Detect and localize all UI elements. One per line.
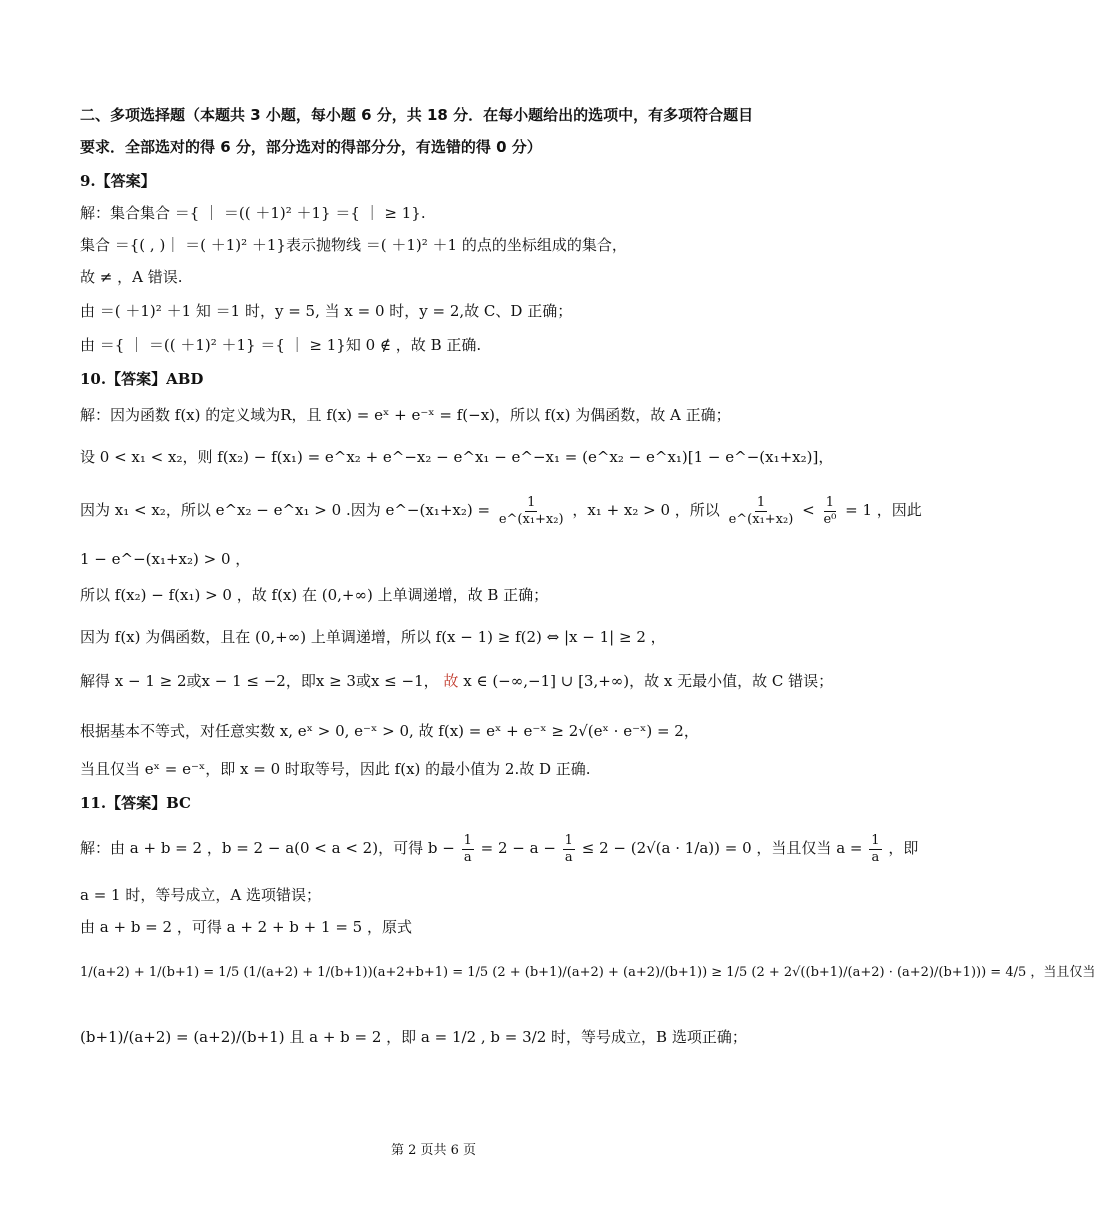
q9-line2: 集合 ＝{( , )｜ ＝( ＋1)² ＋1}表示抛物线 ＝( ＋1)² ＋1 的点的坐标组成的集合， [80,236,627,254]
q11-line5: (b+1)/(a+2) = (a+2)/(b+1) 且 a + b = 2 ，即 a = 1/2 , b = 3/2 时，等号成立，B 选项正确； [80,1028,747,1046]
q9-line5: 由 ＝{ ｜ ＝(( ＋1)² ＋1} ＝{ ｜ ≥ 1}知 0 ∉ ，故 B 正确. [80,336,482,354]
section-heading-line1: 二、多项选择题（本题共 3 小题，每小题 6 分，共 18 分．在每小题给出的选项中，有多项符合题目 [80,106,754,124]
q9-line1: 解：集合集合 ＝{ ｜ ＝(( ＋1)² ＋1} ＝{ ｜ ≥ 1}. [80,204,426,222]
fraction: $\frac{1}{\text{e\textasciicircum{}(x₁+x₂)}}$ [728,494,794,527]
q10-line7: 解得 x − 1 ≥ 2或x − 1 ≤ −2，即x ≥ 3或x ≤ −1， 故 x ∈ (−∞,−1] ∪ [3,+∞)，故 x 无最小值，故 C 错误； [80,672,834,690]
q10-line3: 因为 x₁ < x₂，所以 e^x₂ − e^x₁ > 0 .因为 e^−(x₁+x₂) = $\frac{1}{\text{e\textasciicircum{}(x₁+x₂)}}$ ，x₁ + x₂ > 0 ，所以 $\frac{1}{\text{e\textasciicircum{}(x₁+x₂)}}$ < $\frac{1}{\text{e⁰}}$ = 1 ，因此 [80,494,922,527]
page-footer: 第 2 页共 6 页 [390,1143,477,1158]
q10-answer-label: 10.【答案】ABD [80,370,204,388]
q11-line1: 解：由 a + b = 2 ，b = 2 − a(0 < a < 2)，可得 b − $\frac{1}{a}$ = 2 − a − $\frac{1}{a}$ ≤ 2 − (2√(a · 1/a)) = 0 ，当且仅当 a = $\frac{1}{a}$ ，即 [80,832,919,865]
fraction: $\frac{1}{a}$ [463,832,472,865]
q9-answer-label: 9.【答案】 [80,172,156,190]
q10-line9: 当且仅当 eˣ = e⁻ˣ，即 x = 0 时取等号，因此 f(x) 的最小值为 2.故 D 正确. [80,760,591,778]
section-heading-line2: 要求．全部选对的得 6 分，部分选对的得部分分，有选错的得 0 分） [80,138,542,156]
fraction: $\frac{1}{a}$ [564,832,573,865]
q10-line4: 1 − e^−(x₁+x₂) > 0 ， [80,550,251,568]
q9-line4: 由 ＝( ＋1)² ＋1 知 ＝1 时，y = 5, 当 x = 0 时，y = 2,故 C、D 正确； [80,302,573,320]
q11-line4: 1/(a+2) + 1/(b+1) = 1/5 (1/(a+2) + 1/(b+1))(a+2+b+1) = 1/5 (2 + (b+1)/(a+2) + (a+2)/(b+1)) ≥ 1/5 (2 + 2√((b+1)/(a+2) · (a+2)/(b+1))) = 4/5 ，当且仅当 [80,965,1095,980]
red-marker: 故 [443,672,459,690]
q9-line3: 故 ≠ ，A 错误. [80,268,183,286]
fraction: $\frac{1}{\text{e\textasciicircum{}(x₁+x₂)}}$ [498,494,564,527]
q10-line8: 根据基本不等式，对任意实数 x, eˣ > 0, e⁻ˣ > 0, 故 f(x) = eˣ + e⁻ˣ ≥ 2√(eˣ · e⁻ˣ) = 2， [80,722,699,740]
q10-line2: 设 0 < x₁ < x₂，则 f(x₂) − f(x₁) = e^x₂ + e^−x₂ − e^x₁ − e^−x₁ = (e^x₂ − e^x₁)[1 − e^−(x₁+x₂)]， [80,448,834,466]
q11-line3: 由 a + b = 2 ，可得 a + 2 + b + 1 = 5 ，原式 [80,918,412,936]
q11-line2: a = 1 时，等号成立，A 选项错误； [80,886,321,904]
q11-answer-label: 11.【答案】BC [80,794,191,812]
q10-line1: 解：因为函数 f(x) 的定义域为R，且 f(x) = eˣ + e⁻ˣ = f(−x)，所以 f(x) 为偶函数，故 A 正确； [80,406,731,424]
fraction: $\frac{1}{\text{e⁰}}$ [823,494,837,527]
q10-line6: 因为 f(x) 为偶函数，且在 (0,+∞) 上单调递增，所以 f(x − 1) ≥ f(2) ⇔ |x − 1| ≥ 2 ， [80,628,666,646]
q10-line5: 所以 f(x₂) − f(x₁) > 0 ，故 f(x) 在 (0,+∞) 上单调递增，故 B 正确； [80,586,549,604]
fraction: $\frac{1}{a}$ [871,832,880,865]
